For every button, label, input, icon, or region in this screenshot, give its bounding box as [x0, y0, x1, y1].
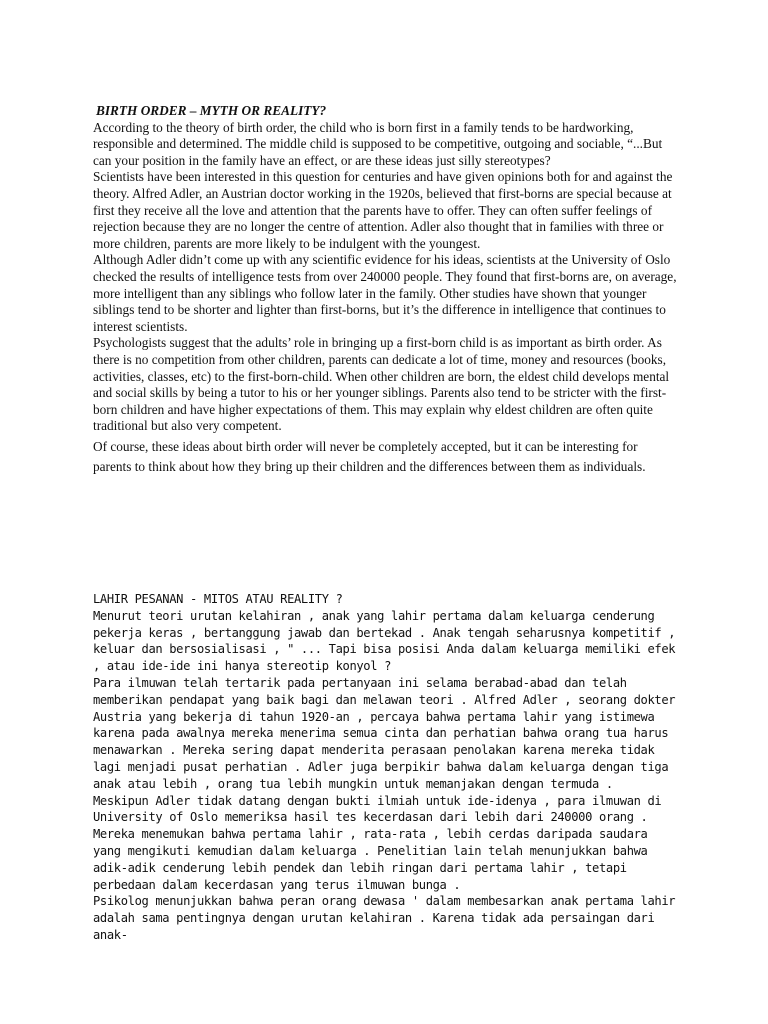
- english-paragraph-3: Although Adler didn’t come up with any scientific evidence for his ideas, scientists at the University of Oslo checked the results of intelligence tests from over 240000 people. They found that first-borns are, on average, more intelligent than any siblings who follow later in the family. Other studies have shown that younger siblings tend to be shorter and lighter than first-borns, but it’s the difference in intelligence that continues to interest scientists.: [93, 252, 677, 334]
- english-paragraph-2: Scientists have been interested in this question for centuries and have given opinions both for and against the theory. Alfred Adler, an Austrian doctor working in the 1920s, believed that first-borns are special because at first they receive all the love and attention that the parents have to offer. They can often suffer feelings of rejection because they are no longer the centre of attention. Adler also thought that in families with three or more children, parents are more likely to be indulgent with the youngest.: [93, 169, 673, 251]
- indonesian-paragraph-4: Psikolog menunjukkan bahwa peran orang dewasa ' dalam membesarkan anak pertama lahir adalah sama pentingnya dengan urutan kelahiran . Karena tidak ada persaingan dari anak-: [93, 894, 676, 942]
- english-article: [93, 103, 678, 477]
- document-page: [93, 103, 678, 942]
- indonesian-title: LAHIR PESANAN - MITOS ATAU REALITY ?: [93, 592, 343, 606]
- english-paragraph-4: Psychologists suggest that the adults’ role in bringing up a first-born child is as important as birth order. As there is no competition from other children, parents can dedicate a lot of time, money and resources (books, activities, classes, etc) to the first-born-child. When other children are born, the eldest child develops mental and social skills by being a tutor to his or her younger siblings. Parents also tend to be stricter with the first-born children and have higher expectations of them. This may explain why eldest children are often quite traditional but also very competent.: [93, 335, 670, 434]
- indonesian-paragraph-2: Para ilmuwan telah tertarik pada pertanyaan ini selama berabad-abad dan telah memberikan pendapat yang baik bagi dan melawan teori . Alfred Adler , seorang dokter Austria yang bekerja di tahun 1920-an , percaya bahwa pertama lahir yang istimewa karena pada awalnya mereka menerima semua cinta dan perhatian bahwa orang tua harus menawarkan . Mereka sering dapat menderita perasaan penolakan karena mereka tidak lagi menjadi pusat perhatian . Adler juga berpikir bahwa dalam keluarga dengan tiga anak atau lebih , orang tua lebih mungkin untuk memanjakan dengan termuda .: [93, 675, 676, 791]
- english-title: BIRTH ORDER – MYTH OR REALITY?: [96, 103, 327, 118]
- english-paragraph-1: According to the theory of birth order, the child who is born first in a family tends to be hardworking, responsible and determined. The middle child is supposed to be competitive, outgoing and sociable, “...But can your position in the family have an effect, or are these ideas just silly stereotypes?: [93, 119, 663, 168]
- english-paragraph-5: Of course, these ideas about birth order will never be completely accepted, but it can be interesting for parents to think about how they bring up their children and the differences between them as individuals.: [93, 438, 646, 474]
- indonesian-article: [93, 591, 678, 944]
- indonesian-paragraph-1: Menurut teori urutan kelahiran , anak yang lahir pertama dalam keluarga cenderung pekerja keras , bertanggung jawab dan bertekad . Anak tengah seharusnya kompetitif , keluar dan bersosialisasi , " ... Tapi bisa posisi Anda dalam keluarga memiliki efek , atau ide-ide ini hanya stereotip konyol ?: [93, 608, 676, 674]
- indonesian-paragraph-3: Meskipun Adler tidak datang dengan bukti ilmiah untuk ide-idenya , para ilmuwan di University of Oslo memeriksa hasil tes kecerdasan dari lebih dari 240000 orang . Mereka menemukan bahwa pertama lahir , rata-rata , lebih cerdas daripada saudara yang mengikuti kemudian dalam keluarga . Penelitian lain telah menunjukkan bahwa adik-adik cenderung lebih pendek dan lebih ringan dari pertama lahir , tetapi perbedaan dalam kecerdasan yang terus ilmuwan bunga .: [93, 793, 662, 892]
